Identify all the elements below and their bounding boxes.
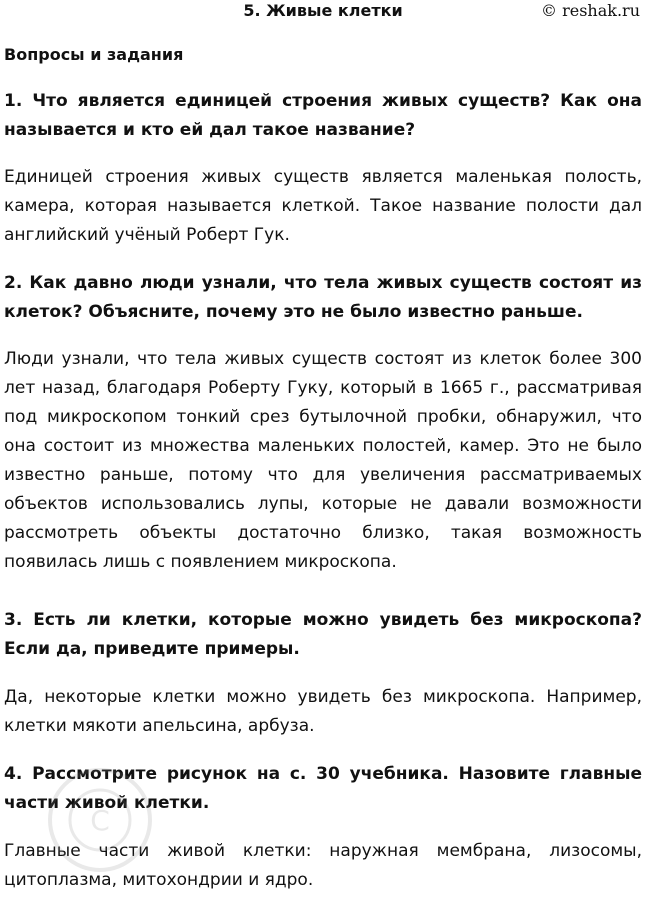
answer-text: Единицей строения живых существ является маленькая полость, камера, которая называется клеткой. Такое название полости дал английский учёный Роберт Гук. — [4, 167, 642, 245]
svg-text:C: C — [90, 804, 110, 837]
question-4 — [4, 760, 642, 818]
question-text: 2. Как давно люди узнали, что тела живых существ состоят из клеток? Объясните, почему это не было известно раньше. — [4, 273, 642, 322]
answer-text: Люди узнали, что тела живых существ состоят из клеток более 300 лет назад, благодаря Роберту Гуку, который в 1665 г., рассматривая под микроскопом тонкий срез бутылочной пробки, обнаружил, что она состоит из множества маленьких полостей, камер. Это не было известно раньше, потому что для увеличения рассматриваемых объектов использовались лупы, которые не давали возможности рассмотреть объекты достаточно близко, такая возможность появилась лишь с появлением микроскопа. — [4, 349, 642, 572]
answer-2 — [4, 345, 642, 577]
site-credit: © reshak.ru — [541, 1, 640, 20]
answer-text: Главные части живой клетки: наружная мембрана, лизосомы, цитоплазма, митохондрии и ядро. — [4, 841, 642, 890]
answer-text: Да, некоторые клетки можно увидеть без микроскопа. Например, клетки мякоти апельсина, арбуза. — [4, 687, 642, 736]
question-2 — [4, 269, 642, 327]
question-text: 3. Есть ли клетки, которые можно увидеть без микроскопа? Если да, приведите примеры. — [4, 610, 642, 659]
page-title: 5. Живые клетки — [243, 1, 403, 20]
answer-4 — [4, 837, 642, 895]
question-1 — [4, 87, 642, 145]
question-text: 4. Рассмотрите рисунок на с. 30 учебника. Назовите главные части живой клетки. — [4, 764, 642, 813]
answer-1 — [4, 163, 642, 250]
question-3 — [4, 606, 642, 664]
question-text: 1. Что является единицей строения живых существ? Как она называется и кто ей дал такое название? — [4, 91, 642, 140]
answer-3 — [4, 683, 642, 741]
section-title: Вопросы и задания — [4, 45, 184, 64]
